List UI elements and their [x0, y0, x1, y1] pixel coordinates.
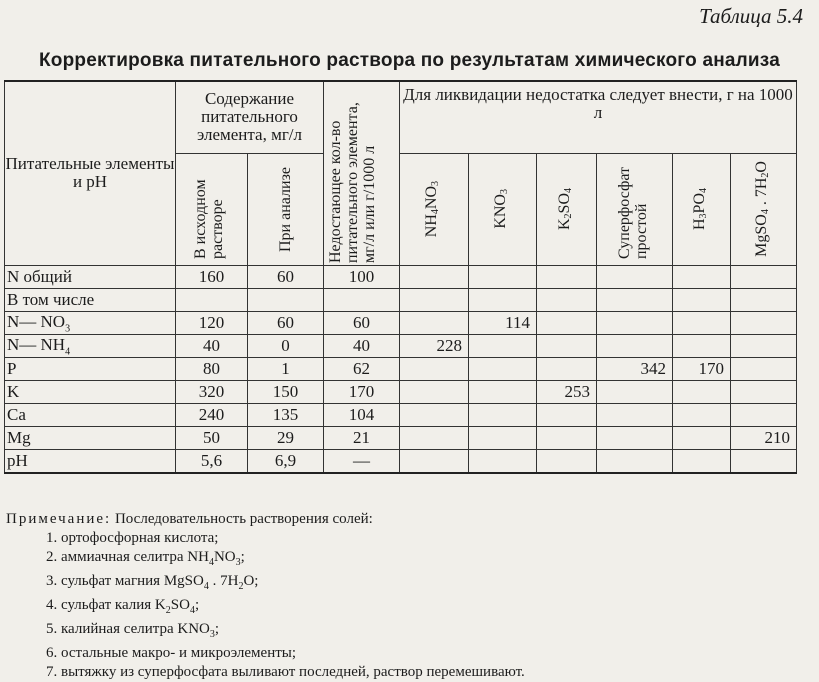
- note-item: 3. сульфат магния MgSO$_4$ . $7H_2O$;: [46, 573, 259, 592]
- element-cell: K: [5, 381, 176, 404]
- nh4no3-cell: 228: [400, 334, 469, 357]
- table-row: [5, 381, 797, 404]
- note-item: 5. калийная селитра $KNO_3$;: [46, 621, 220, 640]
- table-row: [5, 404, 797, 427]
- header-fert-superphosphate: Суперфосфат простой: [597, 153, 673, 265]
- nh4no3-cell: [400, 450, 469, 473]
- note: [6, 510, 525, 682]
- h3po4-cell: [673, 450, 731, 473]
- analysis-cell: [248, 288, 324, 311]
- note-item: 2. аммиачная селитра $NH_4NO_3$;: [46, 549, 245, 568]
- note-label: Примечание:: [6, 511, 112, 527]
- analysis-cell: 150: [248, 381, 324, 404]
- initial-cell: 40: [176, 334, 248, 357]
- element-cell: P: [5, 358, 176, 381]
- header-elements: Питательные элементы и pH: [5, 81, 176, 265]
- mgso4-cell: [731, 288, 797, 311]
- kno3-cell: [469, 427, 537, 450]
- initial-cell: [176, 288, 248, 311]
- deficit-cell: 40: [324, 334, 400, 357]
- mgso4-cell: 210: [731, 427, 797, 450]
- deficit-cell: 62: [324, 358, 400, 381]
- note-intro: Последовательность растворения солей:: [114, 511, 373, 527]
- mgso4-cell: [731, 404, 797, 427]
- table-row: [5, 427, 797, 450]
- analysis-cell: 6,9: [248, 450, 324, 473]
- mgso4-cell: [731, 450, 797, 473]
- superphosphate-cell: [597, 427, 673, 450]
- element-cell: N общий: [5, 265, 176, 288]
- analysis-cell: 29: [248, 427, 324, 450]
- mgso4-cell: [731, 381, 797, 404]
- table-row: [5, 311, 797, 334]
- initial-cell: 5,6: [176, 450, 248, 473]
- header-initial: В исходном растворе: [176, 153, 248, 265]
- initial-cell: 50: [176, 427, 248, 450]
- superphosphate-cell: 342: [597, 358, 673, 381]
- element-cell: N— $NH_4$: [5, 334, 176, 357]
- table-row: [5, 288, 797, 311]
- deficit-cell: 104: [324, 404, 400, 427]
- header-fert-mgso4: MgSO$_4$ . $7H_2O$: [731, 153, 797, 265]
- k2so4-cell: [537, 404, 597, 427]
- deficit-cell: [324, 288, 400, 311]
- analysis-cell: 1: [248, 358, 324, 381]
- analysis-cell: 60: [248, 265, 324, 288]
- table-row: [5, 265, 797, 288]
- kno3-cell: 114: [469, 311, 537, 334]
- h3po4-cell: [673, 427, 731, 450]
- initial-cell: 160: [176, 265, 248, 288]
- mgso4-cell: [731, 334, 797, 357]
- kno3-cell: [469, 265, 537, 288]
- element-cell: N— $NO_3$: [5, 311, 176, 334]
- k2so4-cell: [537, 288, 597, 311]
- nh4no3-cell: [400, 265, 469, 288]
- header-content-group: Содержание питательного элемента, мг/л: [176, 81, 324, 153]
- kno3-cell: [469, 450, 537, 473]
- superphosphate-cell: [597, 404, 673, 427]
- kno3-cell: [469, 358, 537, 381]
- note-item: 4. сульфат калия $K_2SO_4$;: [46, 597, 200, 616]
- k2so4-cell: [537, 311, 597, 334]
- nh4no3-cell: [400, 358, 469, 381]
- h3po4-cell: 170: [673, 358, 731, 381]
- header-fert-nh4no3: $NH_4NO_3$: [400, 153, 469, 265]
- kno3-cell: [469, 334, 537, 357]
- superphosphate-cell: [597, 288, 673, 311]
- mgso4-cell: [731, 358, 797, 381]
- analysis-cell: 135: [248, 404, 324, 427]
- nh4no3-cell: [400, 288, 469, 311]
- deficit-cell: 60: [324, 311, 400, 334]
- note-item: 7. вытяжку из суперфосфата выливают последней, раствор перемешивают.: [46, 664, 525, 680]
- deficit-cell: —: [324, 450, 400, 473]
- h3po4-cell: [673, 381, 731, 404]
- h3po4-cell: [673, 311, 731, 334]
- h3po4-cell: [673, 334, 731, 357]
- table-title: Корректировка питательного раствора по результатам химического анализа: [39, 50, 780, 71]
- element-cell: Ca: [5, 404, 176, 427]
- header-deficit: Недостающее кол-во питательного элемента, мг/л или г/1000 л: [324, 81, 400, 265]
- h3po4-cell: [673, 288, 731, 311]
- table-row: [5, 358, 797, 381]
- table-row: [5, 450, 797, 473]
- nh4no3-cell: [400, 381, 469, 404]
- k2so4-cell: [537, 427, 597, 450]
- deficit-cell: 170: [324, 381, 400, 404]
- table-row: [5, 334, 797, 357]
- superphosphate-cell: [597, 334, 673, 357]
- h3po4-cell: [673, 265, 731, 288]
- header-analysis: При анализе: [248, 153, 324, 265]
- element-cell: Mg: [5, 427, 176, 450]
- k2so4-cell: 253: [537, 381, 597, 404]
- mgso4-cell: [731, 265, 797, 288]
- k2so4-cell: [537, 334, 597, 357]
- nh4no3-cell: [400, 404, 469, 427]
- deficit-cell: 21: [324, 427, 400, 450]
- superphosphate-cell: [597, 265, 673, 288]
- deficit-cell: 100: [324, 265, 400, 288]
- mgso4-cell: [731, 311, 797, 334]
- header-fert-k2so4: $K_2SO_4$: [537, 153, 597, 265]
- h3po4-cell: [673, 404, 731, 427]
- analysis-cell: 0: [248, 334, 324, 357]
- element-cell: В том числе: [5, 288, 176, 311]
- initial-cell: 80: [176, 358, 248, 381]
- kno3-cell: [469, 381, 537, 404]
- analysis-cell: 60: [248, 311, 324, 334]
- header-fix-group: Для ликвидации недостатка следует внести, г на 1000 л: [400, 81, 797, 153]
- note-list: [6, 529, 525, 682]
- superphosphate-cell: [597, 450, 673, 473]
- note-item: 6. остальные макро- и микроэлементы;: [46, 645, 297, 661]
- data-table: [4, 80, 797, 474]
- nh4no3-cell: [400, 311, 469, 334]
- superphosphate-cell: [597, 311, 673, 334]
- header-fert-kno3: $KNO_3$: [469, 153, 537, 265]
- k2so4-cell: [537, 265, 597, 288]
- kno3-cell: [469, 404, 537, 427]
- kno3-cell: [469, 288, 537, 311]
- nh4no3-cell: [400, 427, 469, 450]
- initial-cell: 320: [176, 381, 248, 404]
- table-number: Таблица 5.4: [699, 4, 803, 28]
- initial-cell: 240: [176, 404, 248, 427]
- note-item: 1. ортофосфорная кислота;: [46, 530, 219, 546]
- superphosphate-cell: [597, 381, 673, 404]
- initial-cell: 120: [176, 311, 248, 334]
- k2so4-cell: [537, 358, 597, 381]
- element-cell: pH: [5, 450, 176, 473]
- k2so4-cell: [537, 450, 597, 473]
- header-fert-h3po4: $H_3PO_4$: [673, 153, 731, 265]
